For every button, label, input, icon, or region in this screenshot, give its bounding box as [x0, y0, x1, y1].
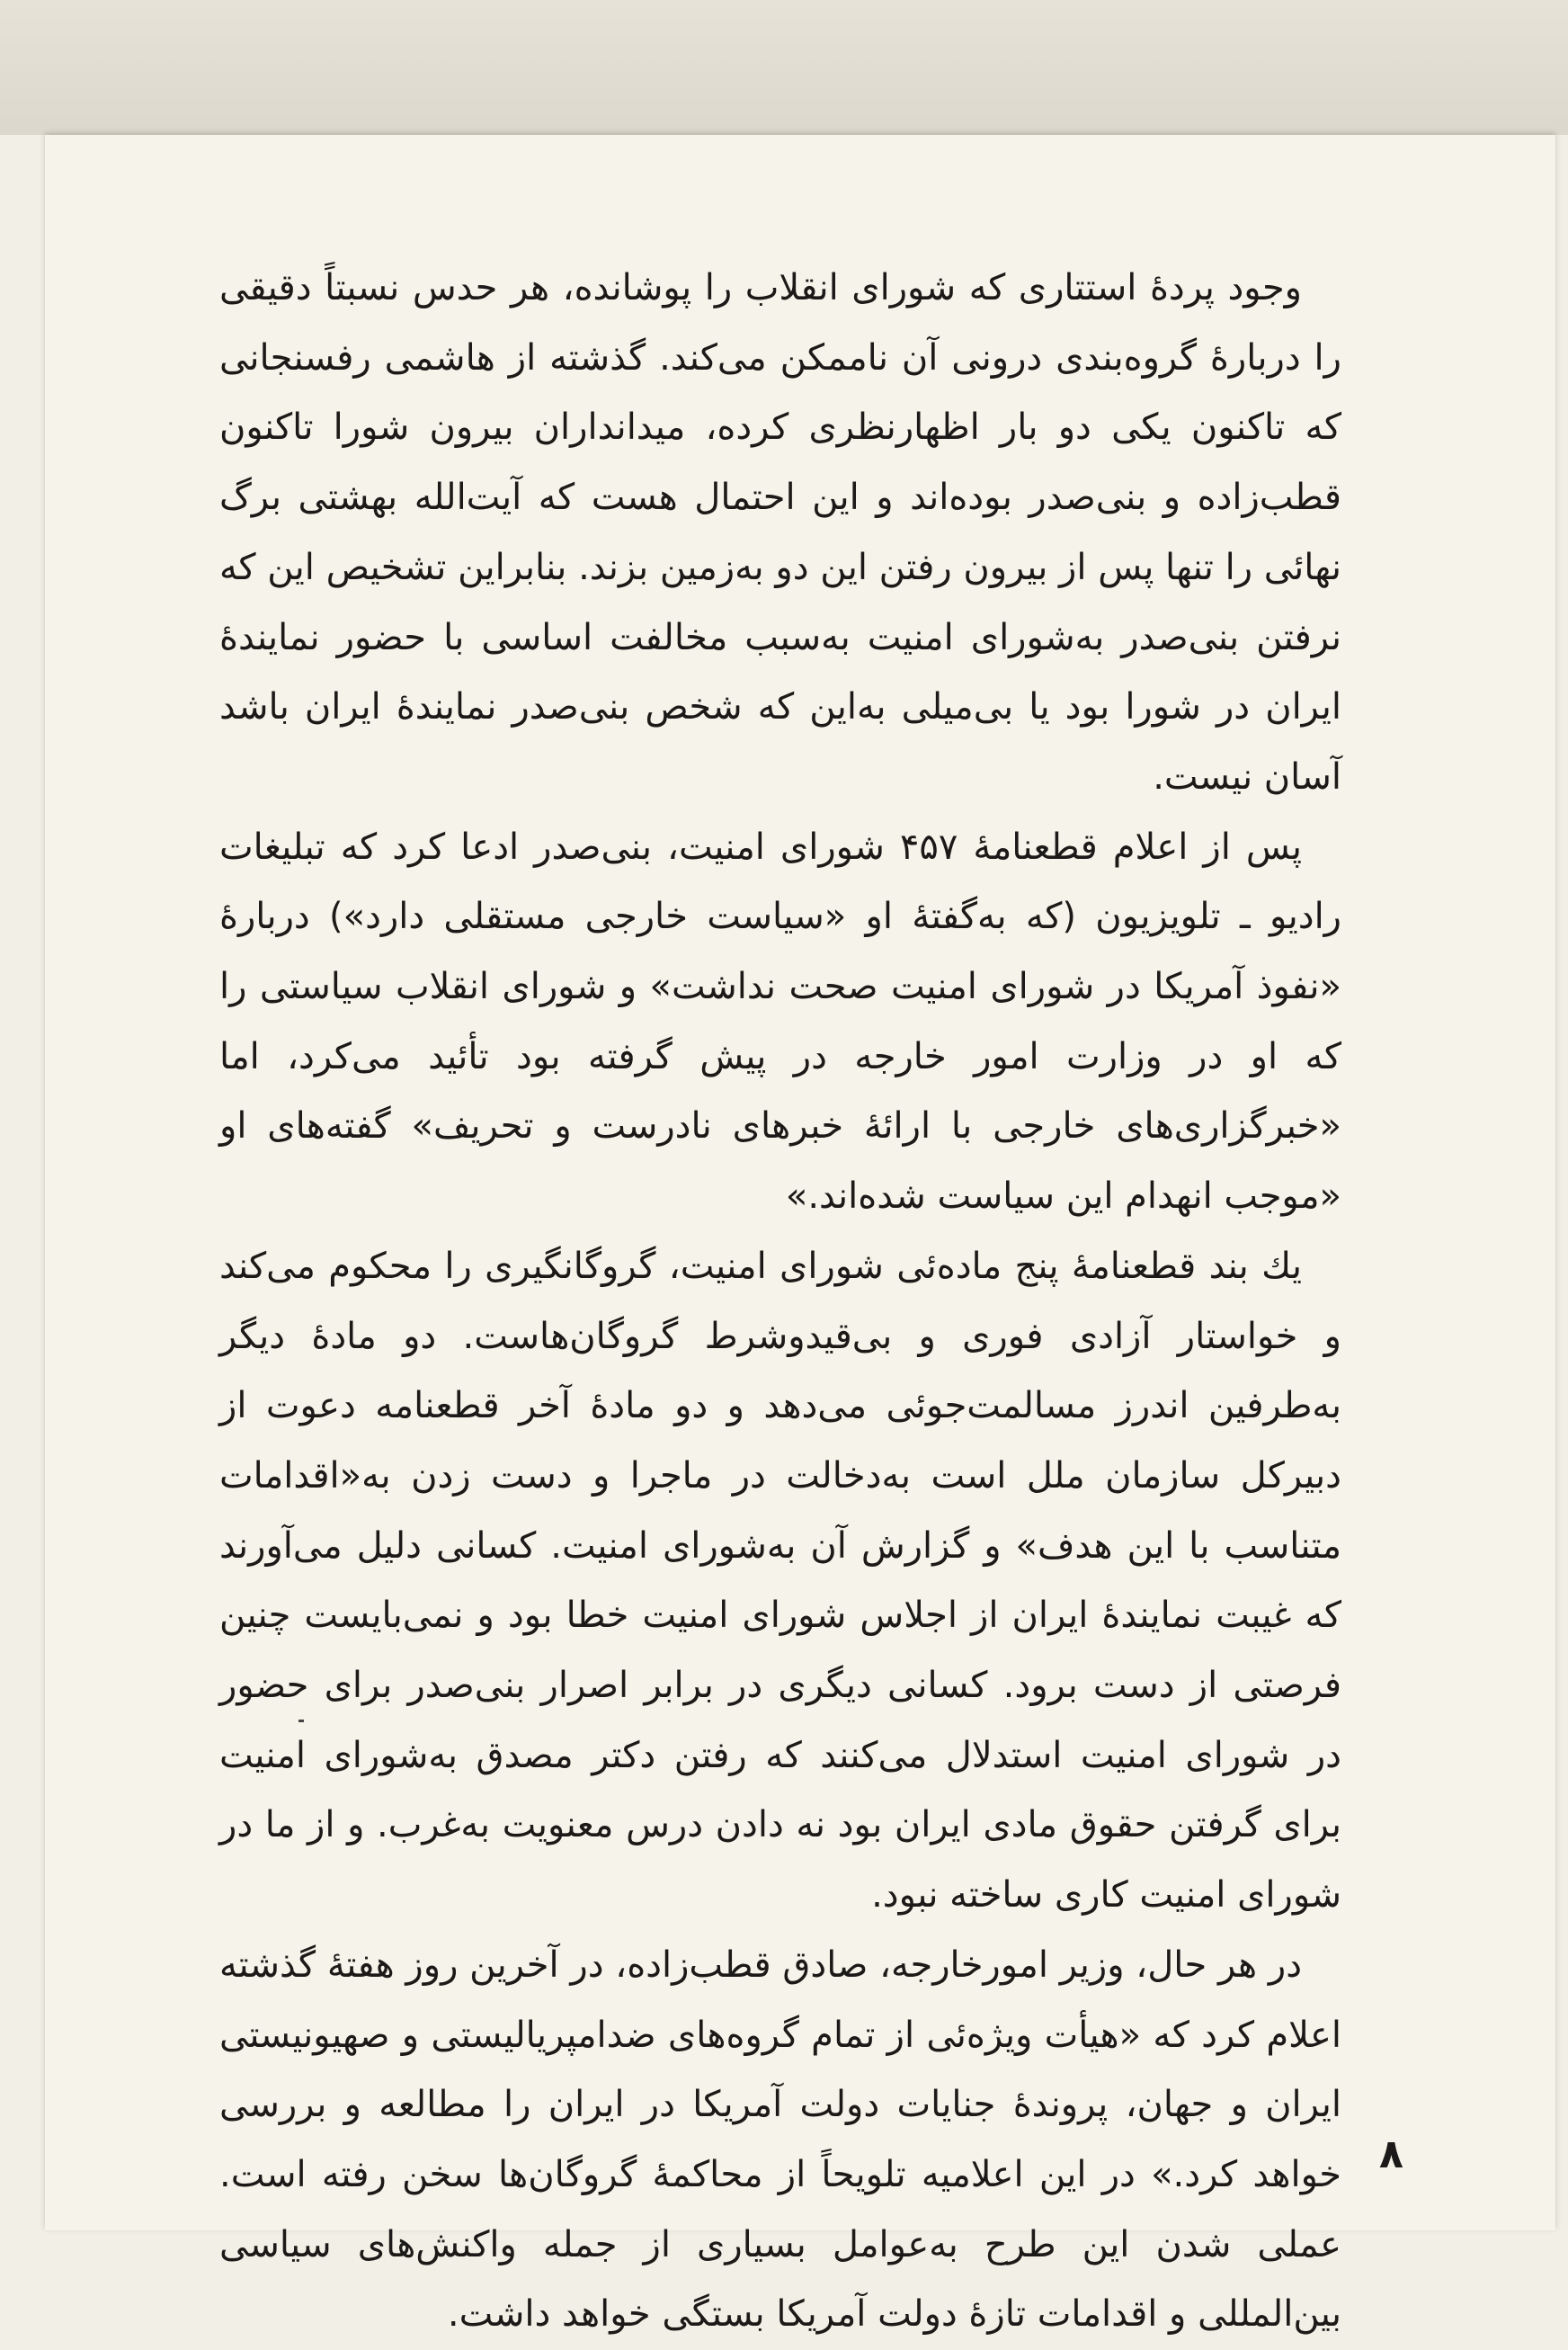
ink-speck [298, 1720, 304, 1722]
paragraph-1: وجود پردهٔ استتاری که شورای انقلاب را پوشانده، هر حدس نسبتاً دقیقی را دربارهٔ گروه‌بندی درونی آن ناممکن می‌کند. گذشته از هاشمی رفسنجانی که تاکنون یکی دو بار اظهارنظری کرده، میدانداران بیرون شورا تاکنون قطب‌زاده و بنی‌صدر بوده‌اند و این احتمال هست که آیت‌الله بهشتی برگ نهائی را تنها پس از بیرون رفتن این دو به‌زمین بزند. بنابراین تشخیص این که نرفتن بنی‌صدر به‌شورای امنیت به‌سبب مخالفت اساسی با حضور نمایندهٔ ایران در شورا بود یا بی‌میلی به‌این که شخص بنی‌صدر نمایندهٔ ایران باشد آسان نیست. [219, 267, 1341, 798]
paragraph-4: در هر حال، وزیر امورخارجه، صادق قطب‌زاده، در آخرین روز هفتهٔ گذشته اعلام کرد که «هیأت ویژه‌ئی از تمام گروه‌های ضدامپریالیستی و صهیونیستی ایران و جهان، پروندهٔ جنایات دولت آمریکا در ایران را مطالعه و بررسی خواهد کرد.» در این اعلامیه تلویحاً از محاکمهٔ گروگان‌ها سخن رفته است. عملی شدن این طرح به‌عوامل بسیاری از جمله واکنش‌های سیاسی بین‌المللی و اقدامات تازهٔ دولت آمریکا بستگی خواهد داشت. [219, 1943, 1341, 2336]
paragraph-2: پس از اعلام قطعنامهٔ ۴۵۷ شورای امنیت، بنی‌صدر ادعا کرد که تبلیغات رادیو ـ تلویزیون (که به‌گفتهٔ او «سیاست خارجی مستقلی دارد») دربارهٔ «نفوذ آمریکا در شورای امنیت صحت نداشت» و شورای انقلاب سیاستی را که او در وزارت امور خارجه در پیش گرفته بود تأئید می‌کرد، اما «خبرگزاری‌های خارجی با ارائهٔ خبرهای نادرست و تحریف» گفته‌های او «موجب انهدام این سیاست شده‌اند.» [219, 826, 1341, 1218]
page-number: ۸ [1379, 2131, 1403, 2177]
article-body [219, 254, 1341, 2350]
scanner-top-margin [0, 0, 1568, 135]
paragraph-3: یك بند قطعنامهٔ پنج ماده‌ئی شورای امنیت، گروگانگیری را محکوم می‌کند و خواستار آزادی فوری و بی‌قیدوشرط گروگان‌هاست. دو مادهٔ دیگر به‌طرفین اندرز مسالمت‌جوئی می‌دهد و دو مادهٔ آخر قطعنامه دعوت از دبیرکل سازمان ملل است به‌دخالت در ماجرا و دست زدن به«اقدامات متناسب با این هدف» و گزارش آن به‌شورای امنیت. کسانی دلیل می‌آورند که غیبت نمایندهٔ ایران از اجلاس شورای امنیت خطا بود و نمی‌بایست چنین فرصتی از دست برود. کسانی دیگری در برابر اصرار بنی‌صدر برای حضور در شورای امنیت استدلال می‌کنند که رفتن دکتر مصدق به‌شورای امنیت برای گرفتن حقوق مادی ایران بود نه دادن درس معنویت به‌غرب. و از ما در شورای امنیت کاری ساخته نبود. [219, 1245, 1341, 1917]
